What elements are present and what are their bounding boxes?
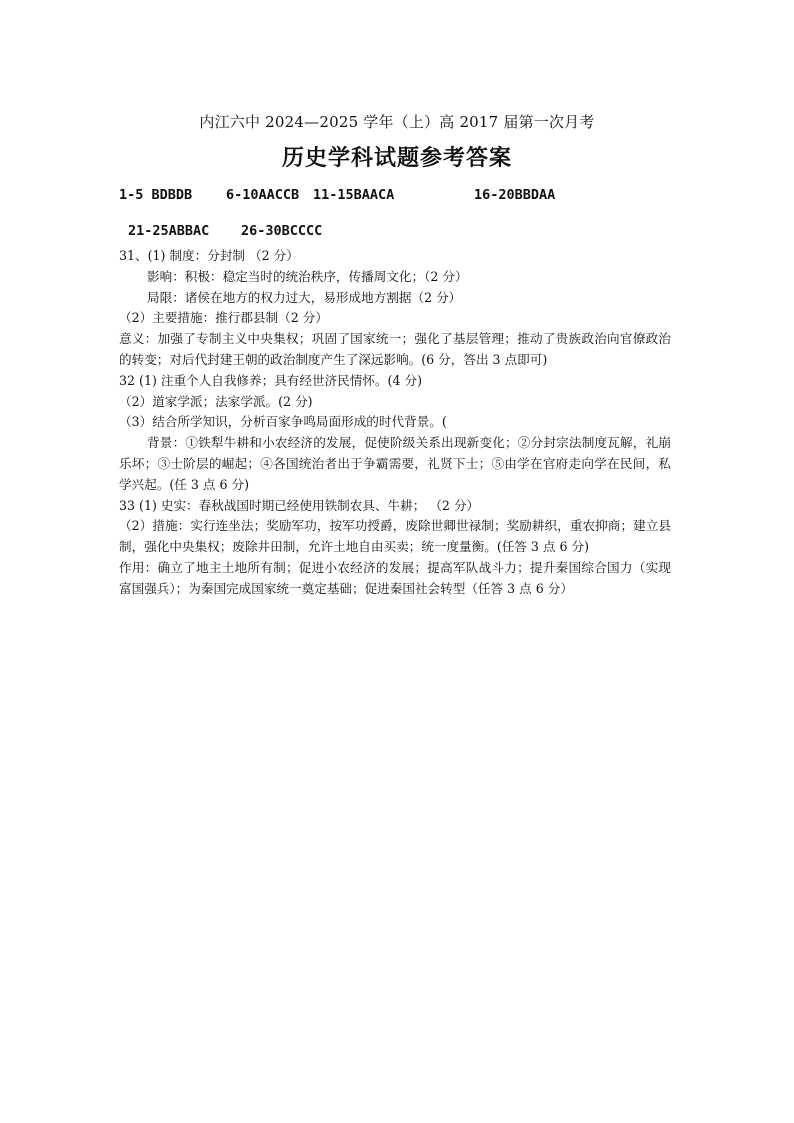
q32-part3: （3）结合所学知识，分析百家争鸣局面形成的时代背景。( bbox=[119, 414, 447, 430]
q33-effect: 作用：确立了地主土地所有制；促进小农经济的发展；提高军队战斗力；提升秦国综合国力（实现富国强兵）；为秦国完成国家统一奠定基础；促进秦国社会转型（任答 3 点 6 分） bbox=[119, 559, 671, 596]
answer-body bbox=[119, 246, 671, 600]
choice-answers-6-10: 6-10AACCB bbox=[226, 187, 300, 203]
q32-part2: （2）道家学派；法家学派。(2 分) bbox=[119, 393, 313, 409]
q33-part2: （2）措施：实行连坐法；奖励军功，按军功授爵，废除世卿世禄制；奖励耕织，重农抑商；建立县制，强化中央集权；废除井田制，允许土地自由买卖；统一度量衡。(任答 3 点 6 分) bbox=[119, 518, 671, 555]
exam-subtitle: 内江六中 2024—2025 学年（上）高 2017 届第一次月考 bbox=[199, 113, 595, 131]
choice-answers-1-5: 1-5 BDBDB bbox=[119, 187, 193, 203]
document-title: 历史学科试题参考答案 bbox=[281, 145, 512, 171]
q31-limitation: 局限：诸侯在地方的权力过大，易形成地方割据（2 分） bbox=[147, 289, 462, 305]
q32-part1: 32 (1) 注重个人自我修养；具有经世济民情怀。(4 分) bbox=[119, 372, 422, 388]
choice-answers-21-25: 21-25ABBAC bbox=[128, 223, 210, 239]
choice-answers-16-20: 16-20BBDAA bbox=[474, 187, 556, 203]
q33-part1: 33 (1) 史实：春秋战国时期已经使用铁制农具、牛耕； （2 分） bbox=[119, 497, 480, 513]
q32-background: 背景：①铁犁牛耕和小农经济的发展，促使阶级关系出现新变化；②分封宗法制度瓦解，礼崩乐坏；③士阶层的崛起；④各国统治者出于争霸需要，礼贤下士；⑤由学在官府走向学在民间，私学兴起。(任 3 点 6 分) bbox=[119, 435, 671, 492]
choice-answers-11-15: 11-15BAACA bbox=[313, 187, 395, 203]
q31-part2: （2）主要措施：推行郡县制（2 分） bbox=[119, 310, 328, 326]
q31-significance: 意义：加强了专制主义中央集权；巩固了国家统一；强化了基层管理；推动了贵族政治向官僚政治的转变；对后代封建王朝的政治制度产生了深远影响。(6 分，答出 3 点即可) bbox=[119, 331, 671, 367]
q31-part1: 31、(1) 制度：分封制 （2 分） bbox=[119, 248, 299, 263]
choice-answers-26-30: 26-30BCCCC bbox=[241, 223, 323, 239]
q31-influence: 影响：积极：稳定当时的统治秩序，传播周文化；（2 分） bbox=[147, 268, 468, 284]
